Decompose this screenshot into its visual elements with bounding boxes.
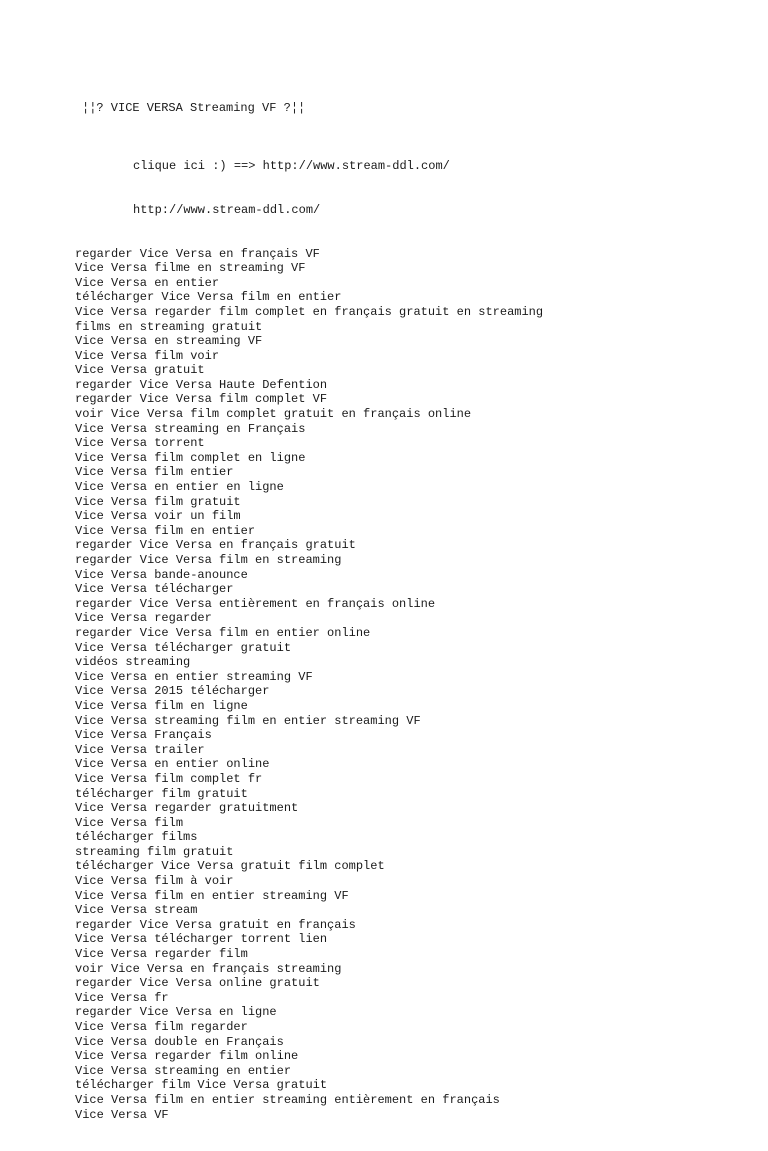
keyword-line: Vice Versa film voir xyxy=(75,348,220,363)
keyword-line: Vice Versa film complet fr xyxy=(75,771,263,786)
keyword-line: Vice Versa en entier online xyxy=(75,757,270,772)
document-text xyxy=(75,72,543,1151)
keyword-line: regarder Vice Versa film en streaming xyxy=(75,553,342,567)
keyword-line: Vice Versa en entier xyxy=(75,275,220,290)
keyword-line: Vice Versa regarder film complet en français gratuit en streaming xyxy=(75,304,544,319)
keyword-line: Vice Versa stream xyxy=(75,903,198,918)
keyword-line: Vice Versa film en entier streaming entièrement en français xyxy=(75,1092,500,1107)
keyword-line: Vice Versa film xyxy=(75,815,184,830)
keyword-line: Vice Versa Français xyxy=(75,728,212,743)
keyword-line: Vice Versa film entier xyxy=(75,465,234,480)
keyword-line: Vice Versa VF xyxy=(75,1107,169,1122)
keyword-line: Vice Versa regarder xyxy=(75,611,212,626)
keyword-line: Vice Versa télécharger xyxy=(75,582,234,597)
document-title: ¦¦? VICE VERSA Streaming VF ?¦¦ xyxy=(82,101,306,116)
keyword-line: regarder Vice Versa gratuit en français xyxy=(75,917,356,932)
keyword-line: Vice Versa film complet en ligne xyxy=(75,450,306,465)
keyword-line: Vice Versa regarder film xyxy=(75,947,248,962)
keyword-line: Vice Versa 2015 télécharger xyxy=(75,684,270,699)
keyword-line: télécharger Vice Versa film en entier xyxy=(75,290,342,305)
keyword-line: regarder Vice Versa film en entier online xyxy=(75,625,371,640)
keyword-line: regarder Vice Versa en français VF xyxy=(75,246,320,261)
keyword-line: vidéos streaming xyxy=(75,655,191,670)
keyword-line: Vice Versa film en entier xyxy=(75,523,256,538)
keyword-line: Vice Versa fr xyxy=(75,990,169,1005)
keyword-line: regarder Vice Versa en ligne xyxy=(75,1005,277,1020)
keyword-line: Vice Versa streaming en entier xyxy=(75,1063,292,1078)
keyword-line: Vice Versa gratuit xyxy=(75,363,205,378)
keyword-line: Vice Versa regarder film online xyxy=(75,1049,299,1064)
keyword-line: Vice Versa torrent xyxy=(75,436,205,451)
keyword-line: Vice Versa en entier streaming VF xyxy=(75,669,313,684)
keyword-line: Vice Versa streaming film en entier streaming VF xyxy=(75,713,421,728)
keyword-line: Vice Versa film gratuit xyxy=(75,494,241,509)
keyword-line: Vice Versa en streaming VF xyxy=(75,334,263,349)
keyword-line: télécharger film gratuit xyxy=(75,786,248,801)
keyword-line: regarder Vice Versa Haute Defention xyxy=(75,377,328,392)
keyword-line: voir Vice Versa film complet gratuit en français online xyxy=(75,407,472,422)
keyword-line: Vice Versa film à voir xyxy=(75,874,234,889)
keyword-line: télécharger films xyxy=(75,830,198,845)
keyword-line: films en streaming gratuit xyxy=(75,319,263,334)
keyword-line: regarder Vice Versa entièrement en français online xyxy=(75,596,436,611)
keyword-line: streaming film gratuit xyxy=(75,844,234,859)
keyword-line: voir Vice Versa en français streaming xyxy=(75,961,342,976)
keyword-line: regarder Vice Versa en français gratuit xyxy=(75,538,356,553)
keyword-line: Vice Versa double en Français xyxy=(75,1034,284,1049)
keyword-line: Vice Versa télécharger gratuit xyxy=(75,640,292,655)
download-link-line[interactable]: clique ici :) ==> http://www.stream-ddl.com/ xyxy=(133,158,450,173)
keyword-line: Vice Versa trailer xyxy=(75,742,205,757)
keyword-line: Vice Versa film regarder xyxy=(75,1020,248,1034)
keyword-line: Vice Versa streaming en Français xyxy=(75,421,306,436)
keyword-line: regarder Vice Versa online gratuit xyxy=(75,976,320,991)
url-line[interactable]: http://www.stream-ddl.com/ xyxy=(133,202,321,217)
keyword-line: Vice Versa en entier en ligne xyxy=(75,480,284,495)
keyword-line: Vice Versa télécharger torrent lien xyxy=(75,932,328,947)
keyword-line: Vice Versa voir un film xyxy=(75,509,241,524)
keyword-line: Vice Versa regarder gratuitment xyxy=(75,801,299,816)
keyword-line: Vice Versa filme en streaming VF xyxy=(75,261,306,276)
keyword-line: télécharger film Vice Versa gratuit xyxy=(75,1078,328,1093)
keyword-line: regarder Vice Versa film complet VF xyxy=(75,392,328,407)
keyword-line: télécharger Vice Versa gratuit film complet xyxy=(75,859,385,874)
keyword-list xyxy=(75,247,543,1123)
keyword-line: Vice Versa film en entier streaming VF xyxy=(75,888,349,903)
keyword-line: Vice Versa bande-anounce xyxy=(75,567,248,582)
keyword-line: Vice Versa film en ligne xyxy=(75,698,248,713)
